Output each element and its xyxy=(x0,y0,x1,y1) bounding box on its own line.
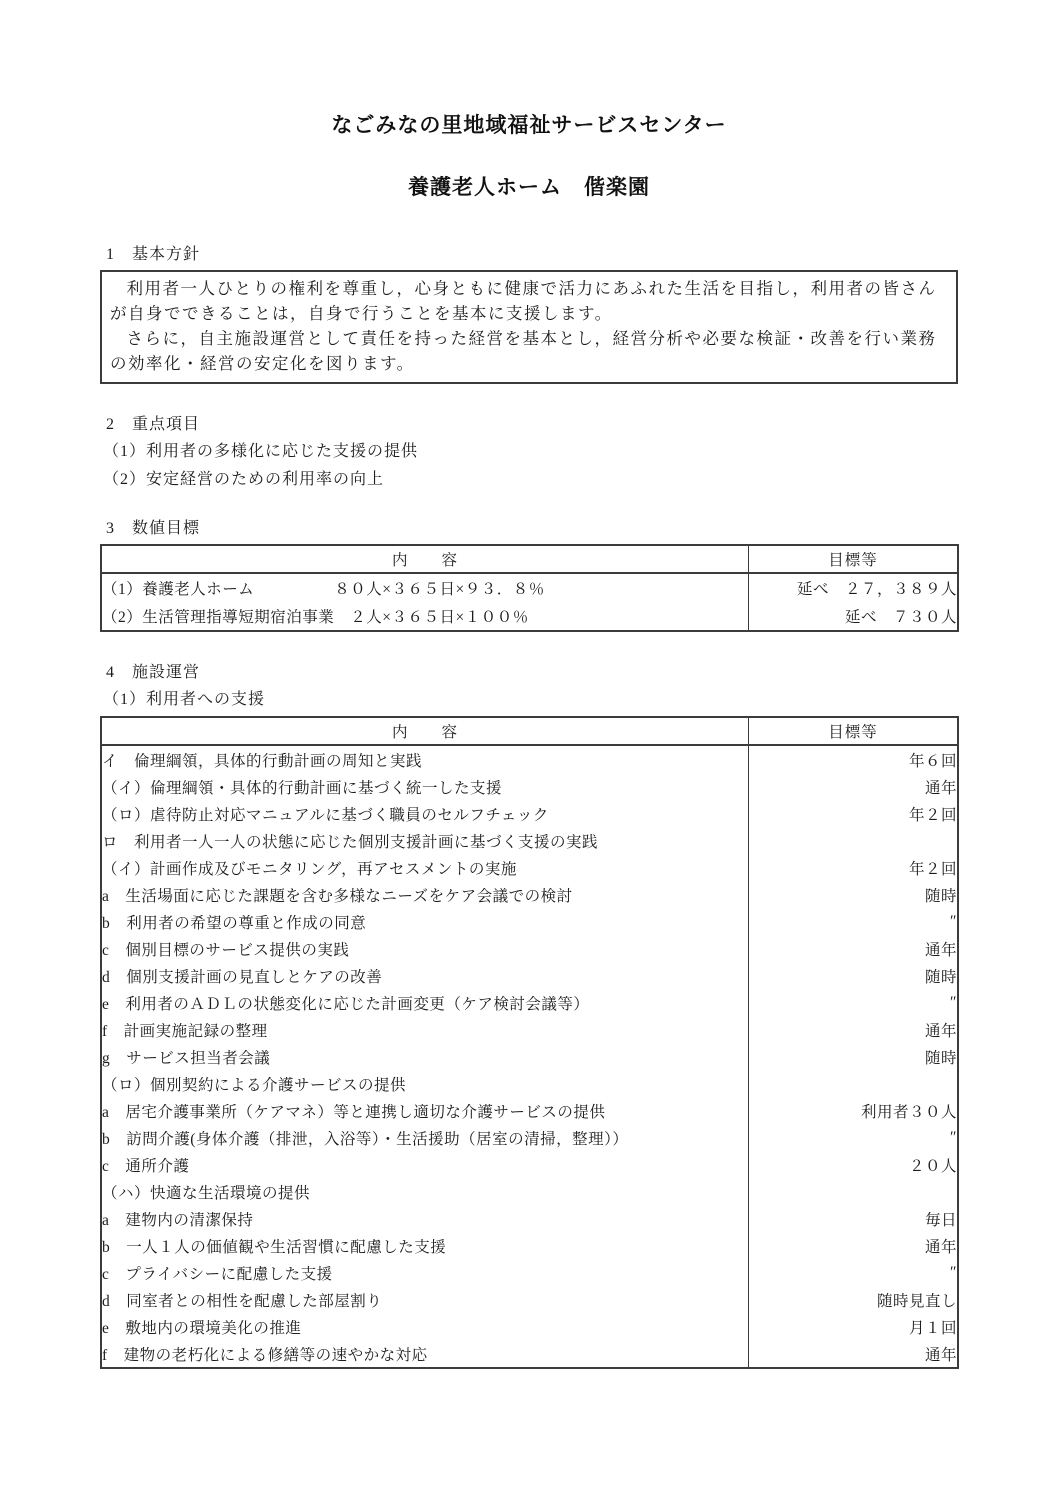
user-support-row xyxy=(101,800,958,827)
content-cell: d 個別支援計画の見直しとケアの改善 xyxy=(102,968,383,986)
document-subtitle: 養護老人ホーム 偕楽園 xyxy=(408,176,650,199)
target-cell: 延べ ２７，３８９人 xyxy=(749,573,959,602)
target-cell xyxy=(749,827,959,854)
target-cell: 通年 xyxy=(749,773,959,800)
content-cell: イ 倫理綱領，具体的行動計画の周知と実践 xyxy=(102,752,423,770)
user-support-row xyxy=(101,1286,958,1313)
user-support-row xyxy=(101,1151,958,1178)
section-heading-basic-policy: 1 基本方針 xyxy=(106,246,201,263)
target-cell: 年２回 xyxy=(749,854,959,881)
target-cell: 随時 xyxy=(749,1043,959,1070)
target-cell: ″ xyxy=(749,1124,959,1151)
target-cell: 年２回 xyxy=(749,800,959,827)
user-support-row xyxy=(101,935,958,962)
user-support-row xyxy=(101,881,958,908)
policy-paragraph: 利用者一人ひとりの権利を尊重し，心身ともに健康で活力にあふれた生活を目指し，利用者の皆さんが自身でできることは，自身で行うことを基本に支援します。 xyxy=(110,279,937,323)
section-heading-facility-operation: 4 施設運営 xyxy=(106,664,201,681)
target-cell: 通年 xyxy=(749,935,959,962)
user-support-table xyxy=(100,716,959,1369)
user-support-row xyxy=(101,962,958,989)
content-cell: （ロ）個別契約による介護サービスの提供 xyxy=(102,1076,407,1094)
user-support-row xyxy=(101,1205,958,1232)
user-support-row xyxy=(101,1259,958,1286)
target-cell: 随時 xyxy=(749,881,959,908)
user-support-header-row xyxy=(101,717,958,745)
user-support-row xyxy=(101,908,958,935)
target-cell: ″ xyxy=(749,1259,959,1286)
document-body xyxy=(0,242,1058,1369)
target-cell: 通年 xyxy=(749,1232,959,1259)
column-header-target: 目標等 xyxy=(749,717,959,745)
subheading-user-support: （1）利用者への支援 xyxy=(103,691,266,708)
user-support-row xyxy=(101,1340,958,1368)
user-support-row xyxy=(101,1016,958,1043)
user-support-row xyxy=(101,745,958,773)
content-cell: g サービス担当者会議 xyxy=(102,1049,271,1067)
target-cell: 延べ ７３０人 xyxy=(749,602,959,631)
column-header-target: 目標等 xyxy=(749,545,959,573)
section-heading-priority-items: 2 重点項目 xyxy=(106,416,201,433)
user-support-row xyxy=(101,1232,958,1259)
content-cell: f 計画実施記録の整理 xyxy=(102,1022,268,1040)
content-cell: a 居宅介護事業所（ケアマネ）等と連携し適切な介護サービスの提供 xyxy=(102,1103,606,1121)
user-support-row xyxy=(101,773,958,800)
content-cell: b 一人１人の価値観や生活習慣に配慮した支援 xyxy=(102,1238,447,1256)
target-cell: 利用者３０人 xyxy=(749,1097,959,1124)
priority-item: （2）安定経営のための利用率の向上 xyxy=(103,471,385,488)
target-cell: 通年 xyxy=(749,1016,959,1043)
user-support-row xyxy=(101,854,958,881)
user-support-row xyxy=(101,1313,958,1340)
target-cell xyxy=(749,1178,959,1205)
content-cell: b 訪問介護(身体介護（排泄，入浴等）・生活援助（居室の清掃，整理）） xyxy=(102,1130,629,1148)
content-cell: a 建物内の清潔保持 xyxy=(102,1211,254,1229)
user-support-row xyxy=(101,1097,958,1124)
column-header-content: 内 容 xyxy=(101,717,749,745)
content-cell: b 利用者の希望の尊重と作成の同意 xyxy=(102,914,367,932)
target-cell: 通年 xyxy=(749,1340,959,1368)
content-cell: ロ 利用者一人一人の状態に応じた個別支援計画に基づく支援の実践 xyxy=(102,833,599,851)
target-cell: 月１回 xyxy=(749,1313,959,1340)
target-cell: 随時見直し xyxy=(749,1286,959,1313)
content-cell: c 個別目標のサービス提供の実践 xyxy=(102,941,350,959)
content-cell: d 同室者との相性を配慮した部屋割り xyxy=(102,1292,383,1310)
target-cell: 年６回 xyxy=(749,745,959,773)
basic-policy-box xyxy=(100,270,958,384)
user-support-row xyxy=(101,827,958,854)
user-support-row xyxy=(101,1124,958,1151)
user-support-row xyxy=(101,1043,958,1070)
content-cell: （2）生活管理指導短期宿泊事業 ２人×３６５日×１００％ xyxy=(102,609,529,626)
numeric-targets-header-row xyxy=(101,545,958,573)
column-header-content: 内 容 xyxy=(101,545,749,573)
content-cell: f 建物の老朽化による修繕等の速やかな対応 xyxy=(102,1346,428,1364)
numeric-target-row xyxy=(101,602,958,631)
section-heading-numeric-targets: 3 数値目標 xyxy=(106,520,201,537)
content-cell: （ロ）虐待防止対応マニュアルに基づく職員のセルフチェック xyxy=(102,806,549,824)
numeric-target-row xyxy=(101,573,958,602)
target-cell: ２０人 xyxy=(749,1151,959,1178)
user-support-row xyxy=(101,1178,958,1205)
target-cell: ″ xyxy=(749,989,959,1016)
content-cell: c 通所介護 xyxy=(102,1157,190,1175)
user-support-row xyxy=(101,1070,958,1097)
content-cell: a 生活場面に応じた課題を含む多様なニーズをケア会議での検討 xyxy=(102,887,573,905)
content-cell: e 利用者のＡＤＬの状態変化に応じた計画変更（ケア検討会議等） xyxy=(102,995,590,1013)
target-cell: 毎日 xyxy=(749,1205,959,1232)
content-cell: c プライバシーに配慮した支援 xyxy=(102,1265,333,1283)
priority-items-list xyxy=(103,438,958,494)
user-support-row xyxy=(101,989,958,1016)
priority-item: （1）利用者の多様化に応じた支援の提供 xyxy=(103,443,419,460)
target-cell: ″ xyxy=(749,908,959,935)
numeric-targets-table xyxy=(100,544,959,632)
content-cell: e 敷地内の環境美化の推進 xyxy=(102,1319,302,1337)
content-cell: （イ）計画作成及びモニタリング，再アセスメントの実施 xyxy=(102,860,517,878)
content-cell: （1）養護老人ホーム ８０人×３６５日×９３．８％ xyxy=(102,581,545,598)
policy-paragraph: さらに，自主施設運営として責任を持った経営を基本とし，経営分析や必要な検証・改善を行い業務の効率化・経営の安定化を図ります。 xyxy=(110,329,937,373)
target-cell: 随時 xyxy=(749,962,959,989)
document-title: なごみなの里地域福祉サービスセンター xyxy=(331,114,727,137)
content-cell: （イ）倫理綱領・具体的行動計画に基づく統一した支援 xyxy=(102,779,503,797)
target-cell xyxy=(749,1070,959,1097)
content-cell: （ハ）快適な生活環境の提供 xyxy=(102,1184,311,1202)
